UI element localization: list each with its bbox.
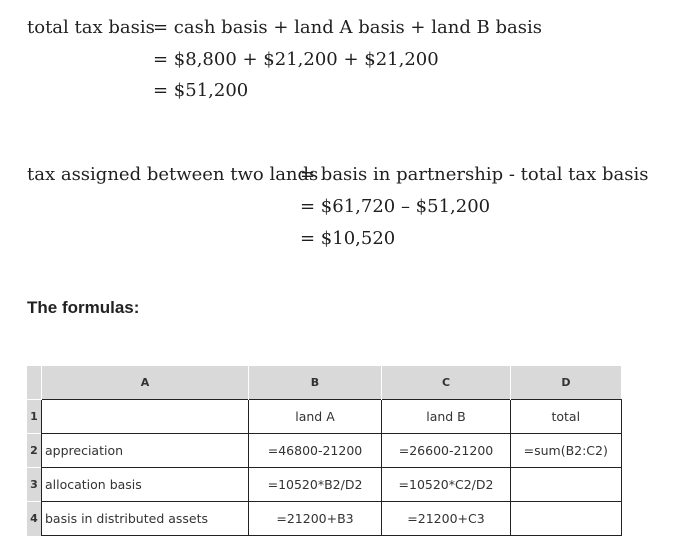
cell-a1[interactable]: [42, 400, 249, 434]
equation2-line2: = $61,720 – $51,200: [300, 196, 491, 217]
cell-b3[interactable]: =10520*B2/D2: [249, 468, 382, 502]
column-header-d[interactable]: D: [511, 366, 622, 400]
table-row: [27, 502, 621, 536]
equation1-line1: = cash basis + land A basis + land B basis: [153, 17, 542, 38]
row-number[interactable]: 1: [27, 400, 42, 434]
row-number[interactable]: 2: [27, 434, 42, 468]
column-header-b[interactable]: B: [249, 366, 382, 400]
table-row: [27, 434, 621, 468]
cell-d2[interactable]: =sum(B2:C2): [511, 434, 622, 468]
cell-c3[interactable]: =10520*C2/D2: [382, 468, 511, 502]
cell-a3[interactable]: allocation basis: [42, 468, 249, 502]
row-number[interactable]: 3: [27, 468, 42, 502]
cell-b2[interactable]: =46800-21200: [249, 434, 382, 468]
cell-a2[interactable]: appreciation: [42, 434, 249, 468]
cell-c1[interactable]: land B: [382, 400, 511, 434]
equation1-lhs: total tax basis: [27, 17, 155, 38]
corner-cell: [27, 366, 42, 400]
table-row: [27, 400, 621, 434]
cell-d3[interactable]: [511, 468, 622, 502]
cell-d4[interactable]: [511, 502, 622, 536]
equation2-lhs: tax assigned between two lands: [27, 164, 319, 185]
row-number[interactable]: 4: [27, 502, 42, 536]
column-header-c[interactable]: C: [382, 366, 511, 400]
column-header-row: [27, 366, 621, 400]
cell-b4[interactable]: =21200+B3: [249, 502, 382, 536]
table-row: [27, 468, 621, 502]
equation1-line3: = $51,200: [153, 80, 249, 101]
equation2-line3: = $10,520: [300, 228, 396, 249]
cell-a4[interactable]: basis in distributed assets: [42, 502, 249, 536]
cell-b1[interactable]: land A: [249, 400, 382, 434]
formulas-heading: The formulas:: [27, 298, 140, 317]
equation1-line2: = $8,800 + $21,200 + $21,200: [153, 49, 439, 70]
spreadsheet-table: [27, 366, 622, 536]
cell-d1[interactable]: total: [511, 400, 622, 434]
cell-c2[interactable]: =26600-21200: [382, 434, 511, 468]
cell-c4[interactable]: =21200+C3: [382, 502, 511, 536]
equation2-line1: = basis in partnership - total tax basis: [300, 164, 649, 185]
column-header-a[interactable]: A: [42, 366, 249, 400]
